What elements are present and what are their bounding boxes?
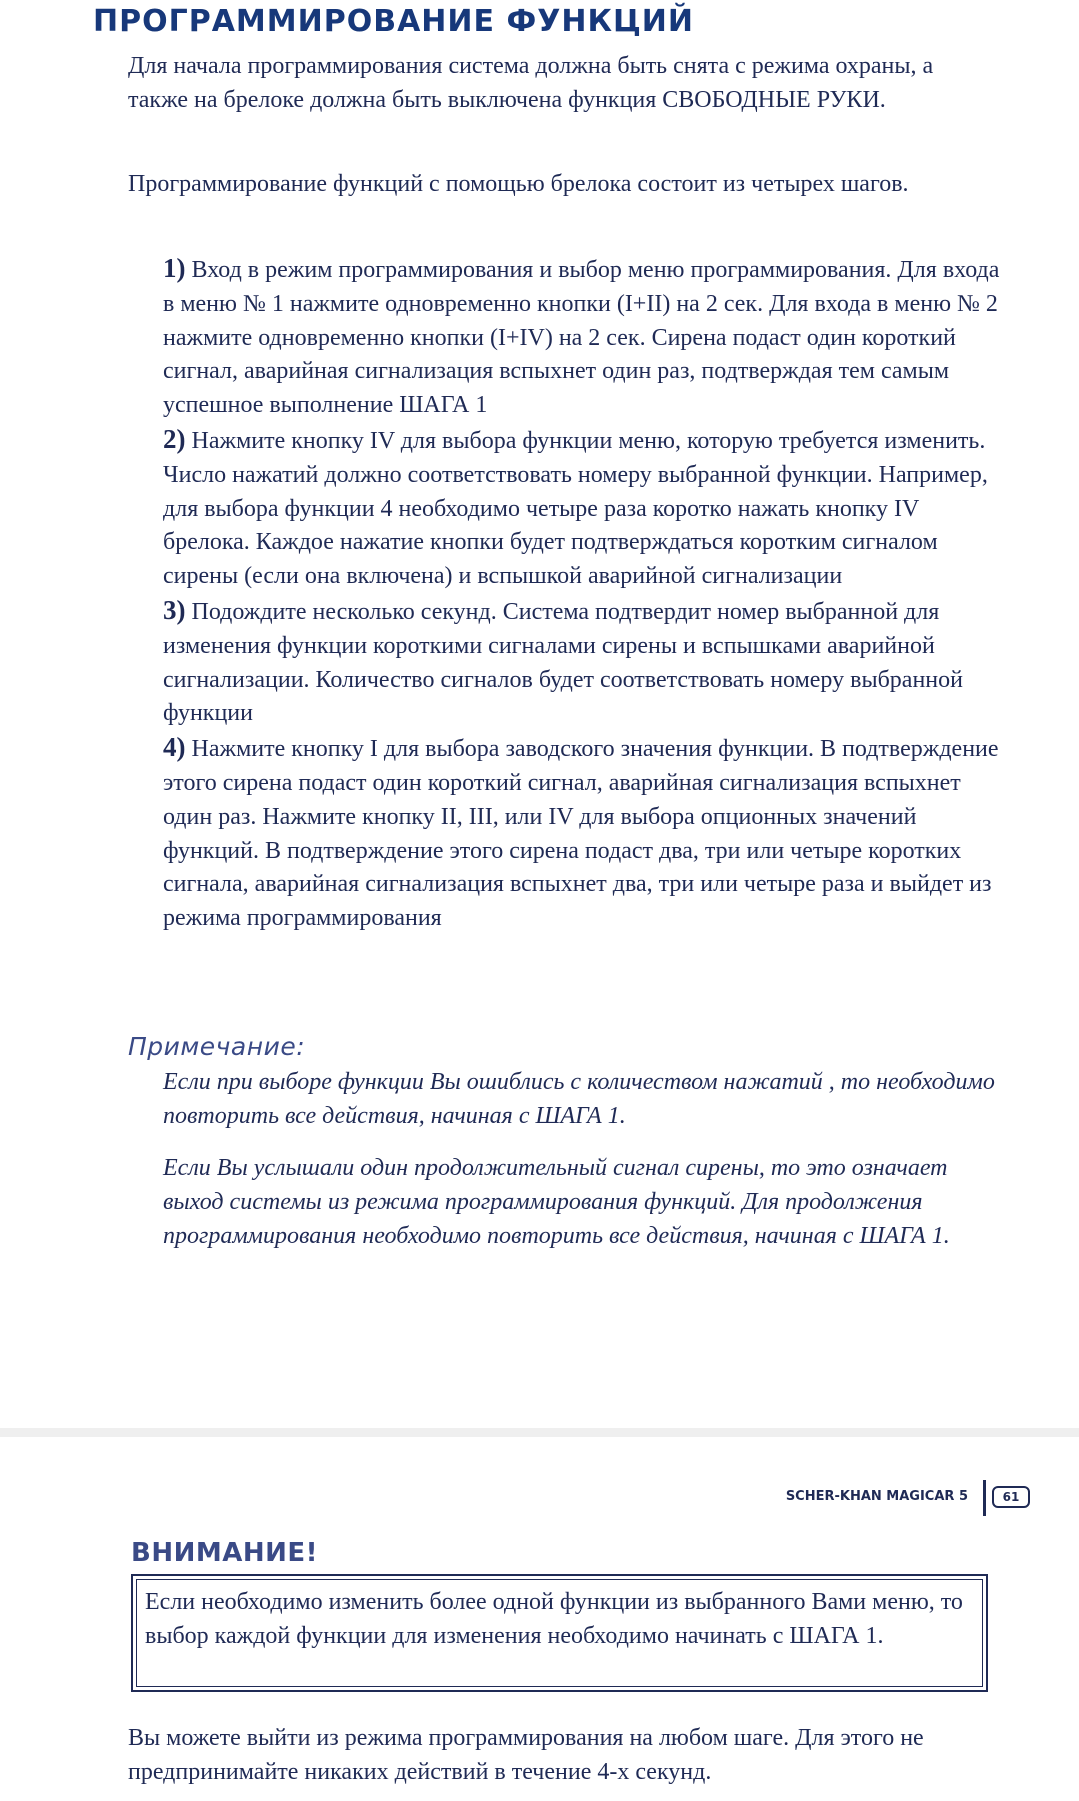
step-text: Нажмите кнопку IV для выбора функции меню, которую требуется изменить. Число нажатий должно соответствовать номеру выбранной функции. Например, для выбора функции 4 необходимо четыре раза коротко нажать кнопку IV брелока. Каждое нажатие кнопки будет подтверждаться коротким сигналом сирены (если она включена) и вспышкой аварийной сигнализации [163, 427, 988, 590]
intro-paragraph-2: Программирование функций с помощью брелока состоит из четырех шагов. [128, 171, 909, 197]
warning-heading: ВНИМАНИЕ! [131, 1538, 318, 1568]
footer-brand: SCHER-KHAN MAGICAR 5 [785, 1489, 968, 1504]
footer-divider [983, 1480, 986, 1516]
steps-list [163, 252, 1003, 936]
step-text: Нажмите кнопку I для выбора заводского значения функции. В подтверждение этого сирена подаст один короткий сигнал, аварийная сигнализация вспыхнет один раз. Нажмите кнопку II, III, или IV для выбора опционных значений функций. В подтверждение этого сирена подаст два, три или четыре коротких сигнала, аварийная сигнализация вспыхнет два, три или четыре раза и выйдет из режима программирования [163, 736, 999, 932]
intro-paragraph-1: Для начала программирования система должна быть снята с режима охраны, а также на брелоке должна быть выключена функция СВОБОДНЫЕ РУКИ. [128, 53, 934, 113]
page-title: ПРОГРАММИРОВАНИЕ ФУНКЦИЙ [93, 4, 695, 39]
step-text: Вход в режим программирования и выбор меню программирования. Для входа в меню № 1 нажмите одновременно кнопки (I+II) на 2 сек. Для входа в меню № 2 нажмите одновременно кнопки (I+IV) на 2 сек. Сирена подаст один короткий сигнал, аварийная сигнализация вспыхнет один раз, подтверждая тем самым успешное выполнение ШАГА 1 [163, 257, 1000, 419]
warning-text: Если необходимо изменить более одной функции из выбранного Вами меню, то выбор каждой функции для изменения необходимо начинать с ШАГА 1. [145, 1589, 963, 1649]
step-number: 1) [163, 253, 186, 283]
note-paragraph-2: Если Вы услышали один продолжительный сигнал сирены, то это означает выход системы из режима программирования функций. Для продолжения программирования необходимо повторить все действия, начиная с ШАГА 1. [163, 1155, 950, 1249]
page-number-badge: 61 [992, 1486, 1030, 1508]
note-heading: Примечание: [128, 1032, 306, 1061]
warning-box [131, 1574, 988, 1692]
step-2 [163, 423, 1003, 594]
step-1 [163, 252, 1003, 423]
step-number: 3) [163, 594, 186, 625]
step-4 [163, 731, 1003, 936]
outro-paragraph: Вы можете выйти из режима программирования на любом шаге. Для этого не предпринимайте никаких действий в течение 4-х секунд. [128, 1725, 924, 1785]
note-paragraph-1: Если при выборе функции Вы ошиблись с количеством нажатий , то необходимо повторить все действия, начиная с ШАГА 1. [163, 1069, 995, 1129]
step-number: 2) [163, 423, 186, 454]
step-3 [163, 594, 1003, 731]
warning-box-inner [136, 1579, 983, 1687]
page-separator [0, 1428, 1079, 1437]
step-text: Подождите несколько секунд. Система подтвердит номер выбранной для изменения функции короткими сигналами сирены и вспышками аварийной сигнализации. Количество сигналов будет соответствовать номеру выбранной функции [163, 598, 963, 727]
step-number: 4) [163, 732, 186, 763]
